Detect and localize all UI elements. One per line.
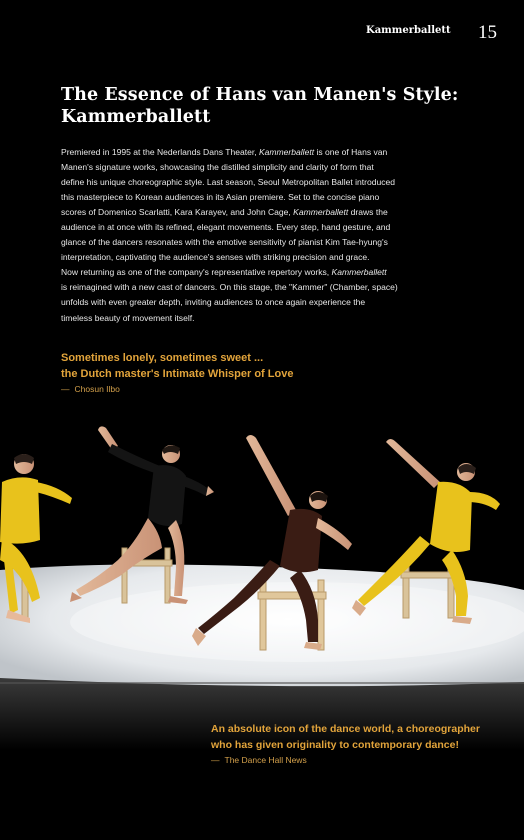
pull-quote-text: An absolute icon of the dance world, a choreographer who has given originality to contemporary dance!: [211, 723, 480, 751]
dance-performance-photo: [0, 420, 524, 750]
pull-quote-text: Sometimes lonely, sometimes sweet ... the Dutch master's Intimate Whisper of Love: [61, 352, 294, 380]
article-body: [61, 145, 461, 326]
quote-source: — Chosun Ilbo: [61, 384, 120, 394]
body-line: timeless beauty of movement itself.: [61, 312, 195, 323]
em-dash: —: [61, 384, 70, 394]
body-line: audience in at once with its refined, elegant movements. Every step, hand gesture, and: [61, 222, 391, 233]
body-line: scores of Domenico Scarlatti, Kara Karayev, and John Cage, Kammerballett draws the: [61, 207, 388, 218]
body-line: glance of the dancers resonates with the emotive sensitivity of pianist Kim Tae-hyung's: [61, 237, 388, 248]
floor-edge-line: [0, 682, 524, 684]
body-line: Now returning as one of the company's representative repertory works, Kammerballett: [61, 267, 387, 278]
dance-photo-illustration: [0, 420, 524, 750]
pull-quote-chosun: [61, 351, 293, 394]
body-line: Premiered in 1995 at the Nederlands Dans Theater, Kammerballett is one of Hans van: [61, 147, 388, 157]
quote-source: — The Dance Hall News: [211, 755, 307, 765]
work-title: Kammerballett: [331, 267, 387, 278]
body-line: define his unique choreographic style. Last season, Seoul Metropolitan Ballet introduced: [61, 177, 396, 188]
title-line-1: The Essence of Hans van Manen's Style:: [61, 85, 459, 105]
body-line: this masterpiece to Korean audiences in its Asian premiere. Set to the concise piano: [61, 192, 380, 203]
pull-quote-dance-hall: [211, 722, 480, 765]
body-line: unfolds with even greater depth, inviting audiences to once again experience the: [61, 297, 366, 308]
page-number: 15: [478, 22, 497, 43]
em-dash: —: [211, 755, 220, 765]
body-paragraph: [61, 145, 461, 326]
body-line: interpretation, captivating the audience's senses with striking precision and grace.: [61, 252, 370, 263]
article-title: [61, 84, 481, 128]
body-line: is reimagined with a new cast of dancers. On this stage, the "Kammer" (Chamber, space): [61, 282, 398, 293]
title-line-2: Kammerballett: [61, 107, 211, 127]
work-title: Kammerballett: [258, 147, 315, 157]
body-line: Manen's signature works, showcasing the distilled simplicity and clarity of form that: [61, 162, 374, 173]
work-title: Kammerballett: [293, 207, 349, 218]
running-title: Kammerballett: [366, 25, 451, 36]
